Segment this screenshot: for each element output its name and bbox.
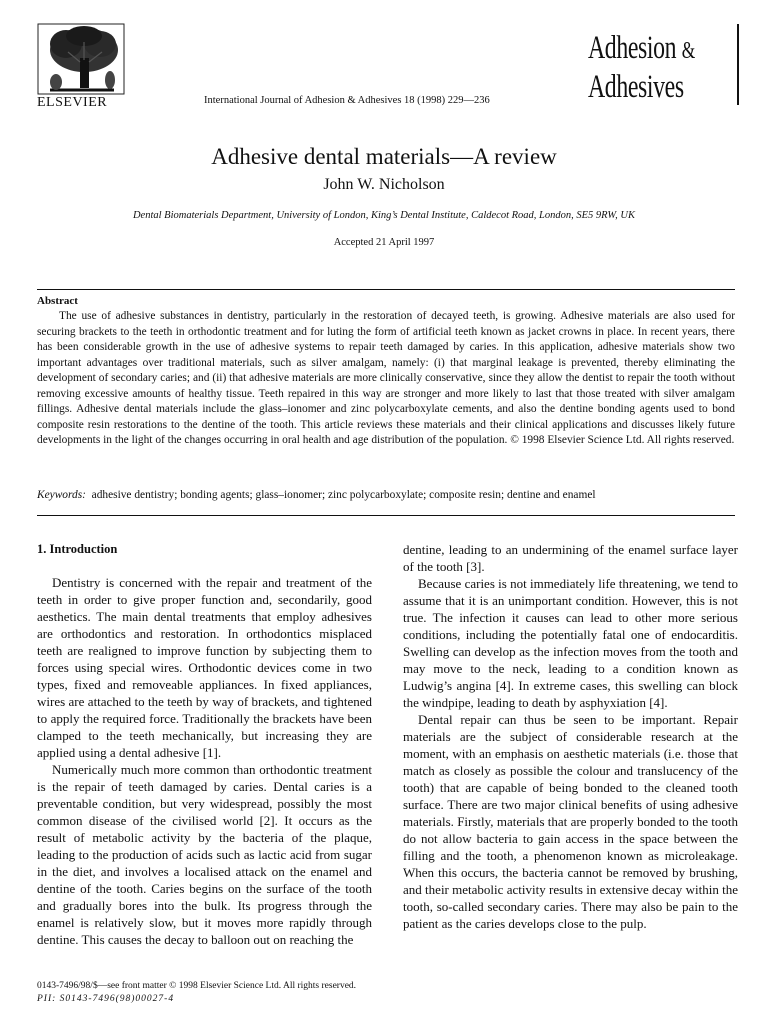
- article-author: John W. Nicholson: [323, 176, 445, 193]
- journal-citation: International Journal of Adhesion & Adhesives 18 (1998) 229—236: [204, 95, 490, 106]
- paragraph: Dental repair can thus be seen to be important. Repair materials are the subject of considerable research at the moment, with an emphasis on aesthetic materials (i.e. those that match as closely as possible the colour and translucency of the tooth) that are capable of being bonded to the cleaned tooth surface. There are two major clinical benefits of using adhesive materials. Firstly, materials that are properly bonded to the tooth do not allow bacteria to gain access in the space between the filling and the tooth, a phenomenon known as microleakage. When this occurs, the bacteria cannot be removed by brushing, and their metabolic activity results in extensive decay within the tooth, so-called secondary caries. There may also be pain to the patient as the caries develops close to the pulp.: [403, 712, 738, 931]
- journal-name-line2: Adhesives: [588, 69, 684, 105]
- abstract-text: The use of adhesive substances in dentistry, particularly in the restoration of decayed teeth, is growing. Adhesive materials are also used for securing brackets to the teeth in orthodontic treatment and for luting the form of artificial teeth known as jacket crowns in place. In recent years, there has been considerable growth in the use of adhesive systems to repair teeth damaged by caries. In this application, adhesive materials show two important advantages over traditional materials, such as silver amalgam, namely: (i) that marginal leakage is prevented, thereby eliminating the development of secondary caries; and (ii) that adhesive materials are more clinically conservative, since they allow the dentist to repair the tooth without removing excessive amounts of healthy tissue. Teeth repaired in this way are stronger and more likely to last that those treated with silver amalgam fillings. Adhesive dental materials include the glass–ionomer and zinc polycarboxylate cements, and also the dentine bonding agents used to bond composite resin restorations to the dentine of the tooth. This article reviews these materials and their clinical applications and discusses likely future developments in the light of the changes occurring in oral health and age distribution of the population. © 1998 Elsevier Science Ltd. All rights reserved.: [37, 310, 735, 446]
- elsevier-tree-icon: [36, 22, 126, 96]
- divider-bottom: [37, 515, 735, 516]
- elsevier-logo: [36, 22, 126, 114]
- section-heading: 1. Introduction: [37, 542, 118, 556]
- paragraph-continuation: dentine, leading to an undermining of the enamel surface layer of the tooth [3].: [403, 542, 738, 574]
- publisher-name: ELSEVIER: [37, 95, 108, 110]
- keywords-label: Keywords:: [37, 489, 86, 501]
- journal-name-line1: Adhesion &: [588, 30, 695, 66]
- paragraph: Because caries is not immediately life threatening, we tend to assume that it is an unimportant condition. However, this is not true. The infection it causes can lead to other more serious conditions, including the potentially fatal one of endocarditis. Swelling can develop as the infection moves from the tooth and may move to the neck, leading to a condition known as Ludwig’s angina [4]. In extreme cases, this swelling can block the windpipe, leading to death by asphyxiation [4].: [403, 576, 738, 710]
- journal-wordmark: [588, 30, 748, 108]
- article-title: Adhesive dental materials—A review: [211, 144, 557, 169]
- accepted-date: Accepted 21 April 1997: [333, 237, 435, 248]
- abstract-heading: Abstract: [37, 295, 78, 307]
- paragraph: Dentistry is concerned with the repair and treatment of the teeth in order to give proper function and, secondarily, good aesthetics. The main dental treatments that employ adhesives are orthodontics and restoration. In orthodontics misplaced teeth are realigned to improve function by subjecting them to forces using special wires. Orthodontic devices come in two types, fixed and removeable appliances. In fixed appliances, wires are attached to the teeth by way of brackets, and tightened to apply the required force. Traditionally the brackets have been clamped to the teeth mechanically, but increasing they are applied using a dental adhesive [1].: [37, 575, 372, 760]
- pii-line: PII: S0143-7496(98)00027-4: [37, 994, 175, 1004]
- divider-top: [37, 289, 735, 290]
- author-affiliation: Dental Biomaterials Department, University of London, King’s Dental Institute, Caldecot Road, London, SE5 9RW, UK: [132, 210, 636, 221]
- keywords-text: adhesive dentistry; bonding agents; glass–ionomer; zinc polycarboxylate; composite resin; dentine and enamel: [91, 489, 596, 501]
- body-column-left: [37, 541, 372, 948]
- paragraph: Numerically much more common than orthodontic treatment is the repair of teeth damaged by caries. Dental caries is a preventable condition, but very widespread, possibly the most common disease of the civilised world [2]. It occurs as the result of metabolic activity by the bacteria of the plaque, leading to the production of acids such as lactic acid from sugar in the diet, and involves a localised attack on the enamel and dentine of the tooth. Caries begins on the surface of the tooth and gradually bores into the bulk. Its progress through the enamel is relatively slow, but it moves more rapidly through dentine. This causes the decay to balloon out on reaching the: [37, 762, 372, 947]
- journal-rule: [737, 24, 739, 105]
- page-footer: [37, 980, 356, 1006]
- keywords: [37, 489, 735, 501]
- copyright-line: 0143-7496/98/$—see front matter © 1998 Elsevier Science Ltd. All rights reserved.: [37, 981, 357, 991]
- body-column-right: [403, 541, 738, 932]
